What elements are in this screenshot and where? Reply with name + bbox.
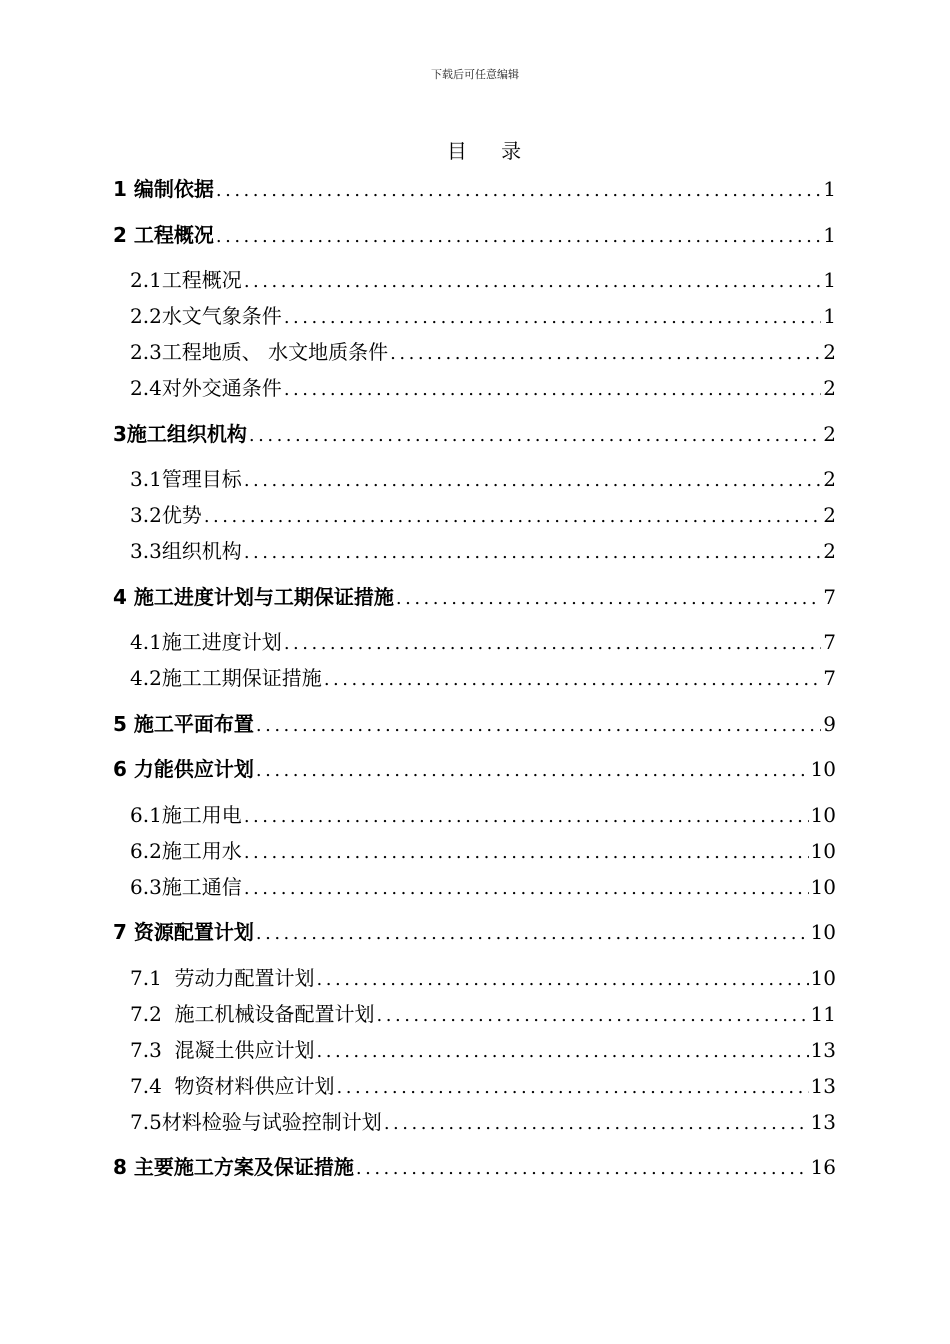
toc-leader-dots	[284, 375, 821, 403]
toc-leader-dots	[384, 1109, 809, 1137]
toc-leader-dots	[256, 756, 809, 784]
toc-page-number: 9	[823, 712, 836, 736]
toc-entry[interactable]	[130, 464, 836, 494]
header-note: 下载后可任意编辑	[431, 68, 519, 81]
toc-entry-number: 7.4	[130, 1074, 162, 1098]
toc-entry-label	[130, 536, 242, 566]
toc-page-number: 2	[823, 467, 836, 491]
toc-page-number: 13	[810, 1038, 836, 1062]
toc-entry-label	[113, 220, 214, 250]
toc-entry[interactable]	[113, 709, 836, 739]
toc-entry[interactable]	[130, 836, 836, 866]
toc-entry-number: 4.1	[130, 630, 162, 654]
toc-entry-number: 3.2	[130, 503, 162, 527]
toc-entry-label	[130, 500, 202, 530]
toc-entry-label	[130, 337, 388, 367]
toc-page-number: 13	[810, 1074, 836, 1098]
toc-page-number: 13	[810, 1110, 836, 1134]
toc-leader-dots	[284, 303, 821, 331]
toc-entry-number: 6	[113, 757, 127, 781]
toc-entry-title: 施工机械设备配置计划	[174, 1002, 375, 1026]
toc-entry-number: 7.3	[130, 1038, 162, 1062]
toc-entry-number: 5	[113, 712, 127, 736]
toc-page-number: 10	[810, 966, 836, 990]
toc-leader-dots	[337, 1073, 809, 1101]
toc-leader-dots	[377, 1001, 809, 1029]
toc-title: 目 录	[446, 139, 536, 163]
toc-entry-number: 7.2	[130, 1002, 162, 1026]
toc-entry-title: 材料检验与试验控制计划	[161, 1110, 382, 1134]
toc-entry[interactable]	[130, 301, 836, 331]
toc-leader-dots	[256, 919, 809, 947]
toc-leader-dots	[284, 629, 821, 657]
toc-entry-title: 施工进度计划	[161, 630, 282, 654]
toc-entry[interactable]	[130, 963, 836, 993]
toc-entry-title: 组织机构	[161, 539, 242, 563]
toc-entry-number: 2	[113, 223, 127, 247]
toc-leader-dots	[244, 874, 809, 902]
toc-page-number: 10	[810, 839, 836, 863]
toc-leader-dots	[390, 339, 821, 367]
toc-entry-label	[130, 663, 322, 693]
toc-entry-label	[130, 1071, 335, 1101]
toc-page-number: 1	[823, 223, 836, 247]
toc-entry-label	[113, 709, 254, 739]
toc-entry[interactable]	[113, 220, 836, 250]
toc-entry-title: 编制依据	[133, 177, 214, 201]
toc-entry-number: 2.2	[130, 304, 162, 328]
toc-entry-title: 施工进度计划与工期保证措施	[133, 585, 394, 609]
toc-entry-number: 6.1	[130, 803, 162, 827]
toc-entry-label	[130, 999, 375, 1029]
toc-page-number: 7	[823, 630, 836, 654]
toc-page-number: 10	[810, 875, 836, 899]
toc-entry-label	[130, 872, 242, 902]
toc-entry-number: 7.5	[130, 1110, 162, 1134]
toc-entry-label	[130, 627, 282, 657]
toc-entry-number: 6.3	[130, 875, 162, 899]
toc-entry-label	[130, 265, 242, 295]
toc-entry[interactable]	[130, 872, 836, 902]
toc-entry-number: 6.2	[130, 839, 162, 863]
toc-page-number: 7	[823, 585, 836, 609]
toc-leader-dots	[244, 466, 821, 494]
toc-page-number: 16	[810, 1155, 836, 1179]
toc-entry-label	[113, 1152, 354, 1182]
toc-page-number: 1	[823, 177, 836, 201]
toc-entry-number: 2.4	[130, 376, 162, 400]
toc-entry[interactable]	[130, 500, 836, 530]
toc-page-number: 2	[823, 539, 836, 563]
toc-page-number: 7	[823, 666, 836, 690]
toc-entry-label	[130, 800, 242, 830]
toc-entry-number: 3.3	[130, 539, 162, 563]
toc-leader-dots	[216, 176, 821, 204]
toc-entry-number: 4	[113, 585, 127, 609]
toc-entry-title: 物资材料供应计划	[174, 1074, 335, 1098]
toc-entry-number: 8	[113, 1155, 127, 1179]
toc-entry-title: 施工用水	[161, 839, 242, 863]
toc-page-number: 2	[823, 340, 836, 364]
toc-entry-number: 3	[113, 422, 127, 446]
toc-leader-dots	[216, 222, 821, 250]
toc-entry-title: 施工组织机构	[126, 422, 247, 446]
toc-entry[interactable]	[113, 174, 836, 204]
toc-entry-label	[130, 464, 242, 494]
toc-leader-dots	[244, 267, 821, 295]
toc-entry-label	[113, 754, 254, 784]
toc-entry-title: 施工工期保证措施	[161, 666, 322, 690]
toc-entry[interactable]	[130, 627, 836, 657]
toc-entry-title: 资源配置计划	[133, 920, 254, 944]
toc-entry-label	[130, 836, 242, 866]
toc-entry-title: 主要施工方案及保证措施	[133, 1155, 354, 1179]
toc-entry-label	[113, 582, 394, 612]
toc-leader-dots	[244, 538, 821, 566]
toc-entry-label	[130, 301, 282, 331]
toc-entry-title: 施工通信	[161, 875, 242, 899]
toc-leader-dots	[204, 502, 821, 530]
toc-leader-dots	[396, 584, 821, 612]
toc-entry-number: 7.1	[130, 966, 162, 990]
toc-entry-label	[113, 419, 247, 449]
toc-entry-title: 管理目标	[161, 467, 242, 491]
toc-entry-title: 工程地质、 水文地质条件	[161, 340, 389, 364]
toc-entry-title: 工程概况	[161, 268, 242, 292]
toc-page-number: 2	[823, 503, 836, 527]
toc-entry-title: 优势	[161, 503, 202, 527]
toc-entry[interactable]	[113, 917, 836, 947]
toc-page-number: 2	[823, 376, 836, 400]
toc-entry[interactable]	[130, 1107, 836, 1137]
toc-entry-label	[130, 1107, 382, 1137]
toc-entry[interactable]	[130, 536, 836, 566]
toc-entry[interactable]	[113, 582, 836, 612]
toc-entry[interactable]	[130, 373, 836, 403]
toc-entry-title: 水文气象条件	[161, 304, 282, 328]
toc-entry[interactable]	[130, 999, 836, 1029]
toc-entry-title: 对外交通条件	[161, 376, 282, 400]
toc-entry[interactable]	[113, 754, 836, 784]
toc-leader-dots	[244, 802, 809, 830]
toc-page-number: 10	[810, 757, 836, 781]
toc-entry-label	[113, 174, 214, 204]
toc-entry-number: 3.1	[130, 467, 162, 491]
toc-page-number: 10	[810, 920, 836, 944]
toc-entry-number: 4.2	[130, 666, 162, 690]
toc-page-number: 1	[823, 304, 836, 328]
toc-entry[interactable]	[130, 1035, 836, 1065]
toc-leader-dots	[356, 1154, 809, 1182]
toc-entry-title: 施工用电	[161, 803, 242, 827]
toc-entry[interactable]	[130, 265, 836, 295]
toc-entry-title: 施工平面布置	[133, 712, 254, 736]
toc-entry-number: 2.1	[130, 268, 162, 292]
toc-entry[interactable]	[130, 800, 836, 830]
toc-entry-label	[130, 373, 282, 403]
toc-entry-title: 工程概况	[133, 223, 214, 247]
toc-entry-label	[130, 963, 315, 993]
toc-leader-dots	[317, 965, 809, 993]
toc-page-number: 2	[823, 422, 836, 446]
toc-leader-dots	[244, 838, 809, 866]
toc-entry[interactable]	[113, 1152, 836, 1182]
toc-entry-number: 7	[113, 920, 127, 944]
toc-entry-title: 混凝土供应计划	[174, 1038, 315, 1062]
toc-entry-title: 力能供应计划	[133, 757, 254, 781]
toc-leader-dots	[317, 1037, 809, 1065]
toc-entry-title: 劳动力配置计划	[174, 966, 315, 990]
toc-leader-dots	[249, 421, 821, 449]
toc-entry-label	[113, 917, 254, 947]
toc-entry[interactable]	[113, 419, 836, 449]
toc-entry-number: 2.3	[130, 340, 162, 364]
toc-entry-label	[130, 1035, 315, 1065]
toc-entry[interactable]	[130, 663, 836, 693]
toc-page-number: 11	[810, 1002, 836, 1026]
toc-page-number: 1	[823, 268, 836, 292]
toc-leader-dots	[256, 711, 821, 739]
toc-entry[interactable]	[130, 1071, 836, 1101]
toc-entry-number: 1	[113, 177, 127, 201]
toc-page-number: 10	[810, 803, 836, 827]
toc-leader-dots	[324, 665, 821, 693]
toc-entry[interactable]	[130, 337, 836, 367]
